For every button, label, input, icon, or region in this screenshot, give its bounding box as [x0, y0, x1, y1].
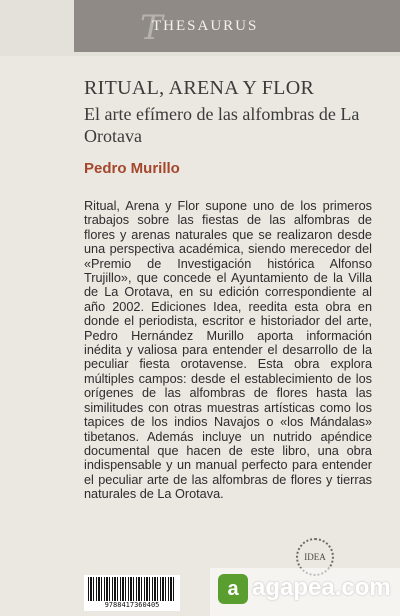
book-author: Pedro Murillo — [84, 160, 180, 177]
series-name: THESAURUS — [152, 18, 259, 34]
book-title: RITUAL, ARENA Y FLOR — [84, 77, 315, 99]
barcode-bars — [88, 577, 176, 601]
book-subtitle: El arte efímero de las alfombras de La Orotava — [84, 104, 360, 146]
publisher-mark: IDEA — [304, 552, 326, 562]
isbn-barcode — [84, 575, 180, 611]
agapea-logo-icon — [218, 574, 248, 604]
back-cover-blurb: Ritual, Arena y Flor supone uno de los primeros trabajos sobre las fiestas de las alfombras de flores y arenas naturales que se realizaron desde una perspectiva académica, siendo merecedor del «Premio de Investigación histórica Alfonso Trujillo», que concede el Ayuntamiento de la Villa de La Orotava, en su edición correspondiente al año 2002. Ediciones Idea, reedita esta obra en donde el periodista, escritor e historiador del arte, Pedro Hernández Murillo aporta información inédita y valiosa para entender el desarrollo de la peculiar fiesta orotavense. Esta obra explora múltiples campos: desde el establecimiento de los orígenes de las alfombras de flores hasta las similitudes con otras muestras artísticas como los tapices de los indios Navajos o «los Mándalas» tibetanos. Además incluye un nutrido apéndice documental que hacen de este libro, una obra indispensable y un manual perfecto para entender el peculiar arte de las alfombras de flores y tierras naturales de La Orotava. — [84, 199, 372, 502]
barcode-digits: 9788417360405 — [104, 601, 160, 609]
series-logo-mark: T — [140, 8, 163, 48]
agapea-logo-letter: a — [227, 577, 239, 600]
watermark-text: agapea.com — [252, 574, 391, 601]
